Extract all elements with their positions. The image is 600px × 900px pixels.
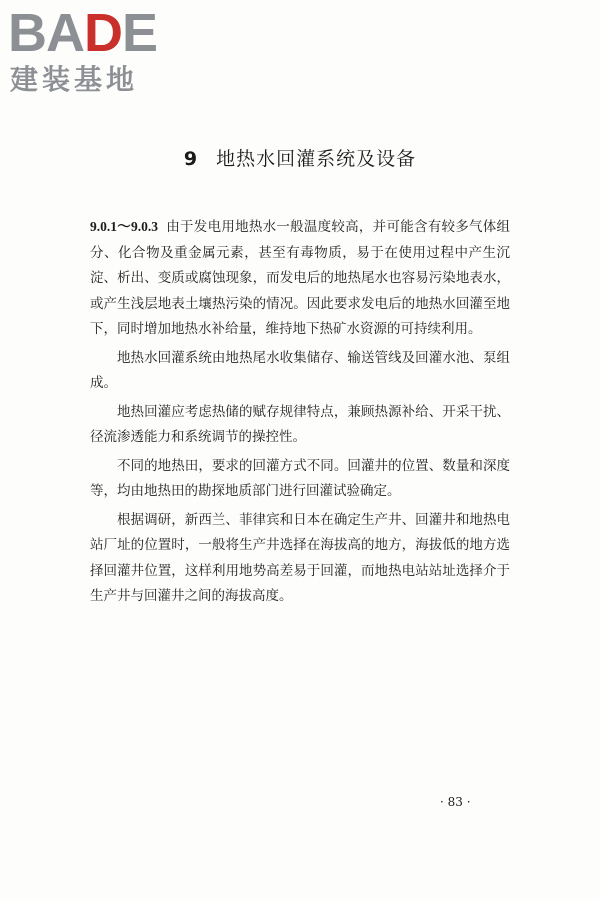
logo-subtitle: 建装基地	[10, 63, 139, 96]
page-number: · 83 ·	[440, 795, 471, 809]
paragraph-1-text: 由于发电用地热水一般温度较高，并可能含有较多气体组分、化合物及重金属元素，甚至有毒物质，易于在使用过程中产生沉淀、析出、变质或腐蚀现象，而发电后的地热尾水也容易污染地表水，或产生浅层地表土壤热污染的情况。因此要求发电后的地热水回灌至地下，同时增加地热水补给量，维持地下热矿水资源的可持续利用。	[90, 219, 511, 337]
chapter-number: 9	[183, 148, 199, 170]
clause-number: 9.0.1～9.0.3	[90, 219, 159, 234]
logo-wordmark-end: E	[122, 3, 158, 63]
logo-wordmark-start: BA	[8, 3, 84, 63]
paragraph-2: 地热水回灌系统由地热尾水收集储存、输送管线及回灌水池、泵组成。	[90, 349, 510, 391]
paragraph-1	[90, 214, 510, 343]
paragraph-4: 不同的地热田，要求的回灌方式不同。回灌井的位置、数量和深度等，均由地热田的勘探地质部门进行回灌试验确定。	[90, 457, 510, 499]
chapter-heading	[0, 145, 600, 173]
bade-logo	[8, 3, 183, 101]
logo-wordmark	[8, 3, 158, 63]
chapter-title: 地热水回灌系统及设备	[216, 148, 417, 170]
body-text	[90, 214, 510, 613]
paragraph-5: 根据调研，新西兰、菲律宾和日本在确定生产井、回灌井和地热电站厂址的位置时，一般将生产井选择在海拔高的地方，海拔低的地方选择回灌井位置，这样利用地势高差易于回灌，而地热电站站址选择介于生产井与回灌井之间的海拔高度。	[90, 511, 510, 604]
logo-wordmark-accent: D	[84, 3, 122, 63]
paragraph-3: 地热回灌应考虑热储的赋存规律特点，兼顾热源补给、开采干扰、径流渗透能力和系统调节的操控性。	[90, 403, 510, 445]
